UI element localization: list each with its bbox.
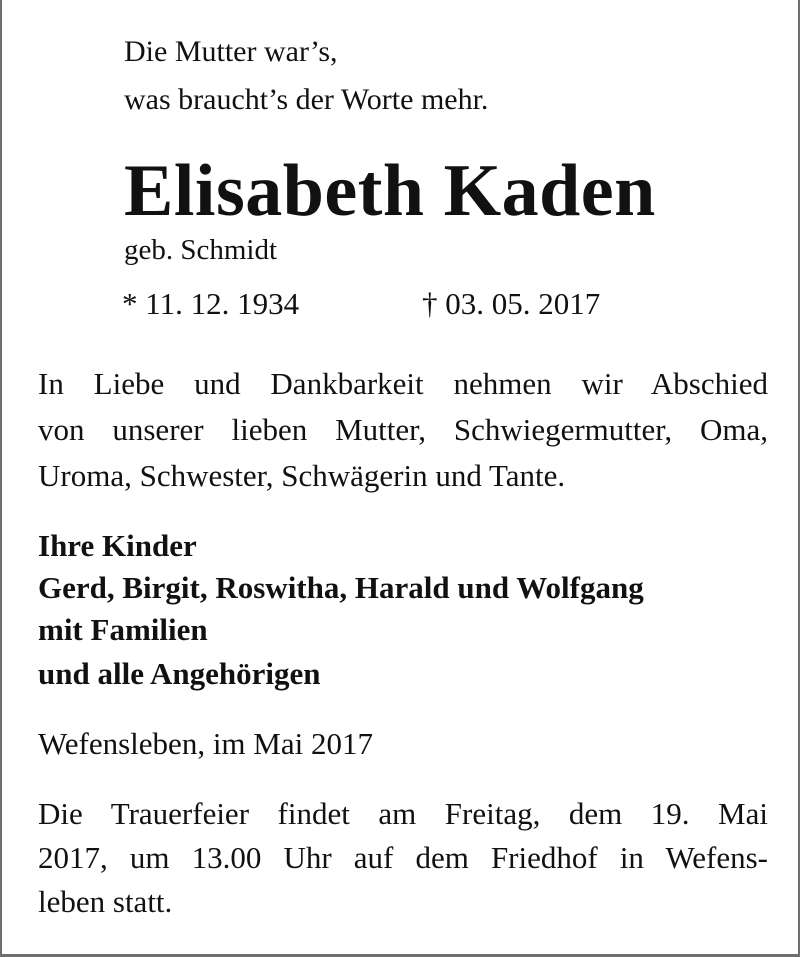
mourners-line-3: mit Familien: [38, 612, 208, 647]
life-dates: [122, 284, 601, 324]
funeral-line-2: 2017, um 13.00 Uhr auf dem Friedhof in Wefens-: [38, 840, 768, 875]
birth-name: geb. Schmidt: [124, 234, 278, 266]
message-line-3: Uroma, Schwester, Schwägerin und Tante.: [38, 458, 566, 493]
birth-date: * 11. 12. 1934: [122, 286, 300, 321]
mourners-line-1: Ihre Kinder: [38, 528, 197, 563]
funeral-line-1: Die Trauerfeier findet am Freitag, dem 19. Mai: [38, 796, 768, 831]
mourners-line-4: und alle Angehörigen: [38, 656, 321, 691]
death-date: † 03. 05. 2017: [422, 286, 601, 321]
deceased-name: Elisabeth Kaden: [124, 150, 656, 232]
message-line-2: von unserer lieben Mutter, Schwiegermutter, Oma,: [38, 412, 768, 447]
message-line-1: In Liebe und Dankbarkeit nehmen wir Abschied: [38, 366, 768, 401]
place-date: Wefensleben, im Mai 2017: [38, 726, 373, 761]
quote-line-1: Die Mutter war’s,: [124, 35, 338, 68]
quote-line-2: was braucht’s der Worte mehr.: [124, 83, 489, 116]
funeral-line-3: leben statt.: [38, 884, 173, 919]
mourners-line-2: Gerd, Birgit, Roswitha, Harald und Wolfgang: [38, 570, 644, 605]
